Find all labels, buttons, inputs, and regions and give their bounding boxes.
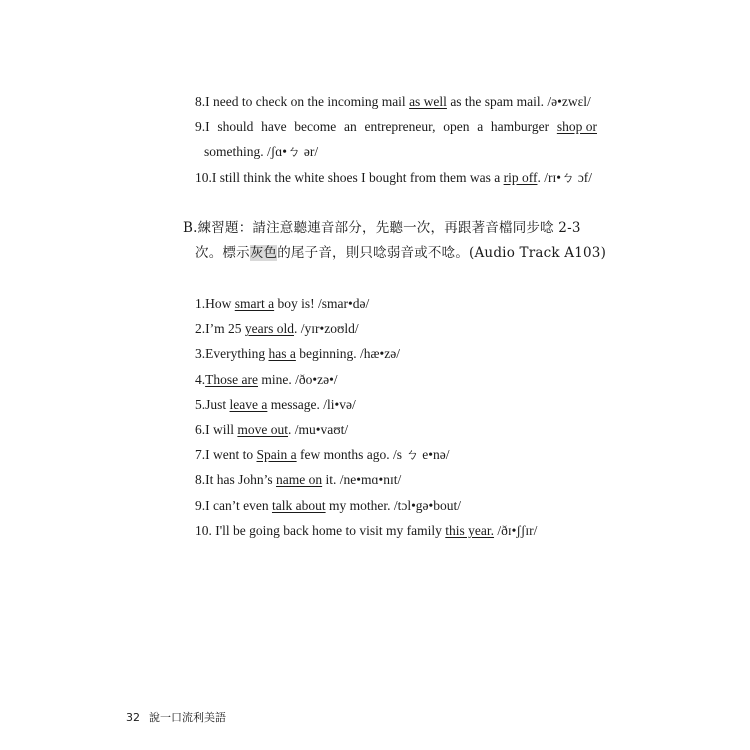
exercise-item-text: 4. bbox=[195, 372, 206, 387]
item-a8-phonetic: as the spam mail. /ə•zwɛl/ bbox=[446, 94, 591, 109]
exercise-item-text: 5.Just bbox=[195, 397, 230, 412]
exercise-item-phonetic: boy is! /smar•də/ bbox=[274, 296, 370, 311]
exercise-item-phonetic: few months ago. /s ㄅ e•nə/ bbox=[296, 447, 450, 462]
exercise-item-underlined: smart a bbox=[234, 296, 275, 311]
item-a9-word: have bbox=[261, 119, 287, 134]
exercise-item-text: 2.I’m 25 bbox=[195, 321, 245, 336]
exercise-item-3 bbox=[195, 345, 400, 363]
page-footer bbox=[126, 709, 226, 725]
exercise-item-text: 3.Everything bbox=[195, 346, 269, 361]
exercise-item-2 bbox=[195, 320, 359, 338]
exercise-item-8 bbox=[195, 471, 401, 489]
exercise-item-underlined: Those are bbox=[205, 372, 258, 387]
item-a9-word: hamburger bbox=[490, 119, 550, 134]
exercise-item-1 bbox=[195, 295, 369, 313]
item-a9-word: 9.I bbox=[195, 119, 210, 134]
exercise-item-text: 7.I went to bbox=[195, 447, 257, 462]
exercise-item-9 bbox=[195, 497, 461, 515]
exercise-item-7 bbox=[195, 446, 449, 464]
exercise-item-phonetic: . /yɪr•zoʊld/ bbox=[293, 321, 359, 336]
exercise-heading-text: 次。標示 bbox=[195, 245, 250, 261]
item-a9-word: a bbox=[477, 119, 484, 134]
exercise-item-text: 1.How bbox=[195, 296, 235, 311]
item-a9-word: an bbox=[343, 119, 357, 134]
item-a9-word: become bbox=[294, 119, 337, 134]
exercise-item-text: 10. I'll be going back home to visit my family bbox=[195, 523, 446, 538]
item-a10-underlined: rip off bbox=[503, 170, 538, 185]
exercise-item-underlined: years old bbox=[244, 321, 294, 336]
exercise-item-underlined: Spain a bbox=[256, 447, 297, 462]
exercise-item-underlined: name on bbox=[276, 472, 323, 487]
item-a9-word: open bbox=[443, 119, 470, 134]
exercise-item-phonetic: my mother. /tɔl•gə•bout/ bbox=[325, 498, 462, 513]
exercise-item-5 bbox=[195, 396, 356, 414]
item-a8-text: 8.I need to check on the incoming mail bbox=[195, 94, 410, 109]
exercise-item-phonetic: message. /li•və/ bbox=[267, 397, 356, 412]
exercise-item-underlined: this year. bbox=[445, 523, 495, 538]
exercise-item-underlined: leave a bbox=[229, 397, 268, 412]
exercise-item-underlined: has a bbox=[268, 346, 296, 361]
exercise-item-10 bbox=[195, 522, 537, 540]
item-a10-phonetic: . /rɪ•ㄅ ɔf/ bbox=[537, 170, 593, 185]
exercise-item-6 bbox=[195, 421, 348, 439]
item-a9-phonetic: something. /ʃɑ•ㄅ ər/ bbox=[204, 144, 319, 159]
exercise-item-text: 6.I will bbox=[195, 422, 238, 437]
page-number: 32 bbox=[126, 711, 140, 724]
highlight-sample: 灰色 bbox=[249, 245, 278, 261]
exercise-heading-note: 的尾子音，則只唸弱音或不唸。(Audio Track A103) bbox=[277, 245, 607, 261]
item-a9-word: entrepreneur, bbox=[364, 119, 436, 134]
exercise-item-phonetic: /ðɪ•ʃʃɪr/ bbox=[494, 523, 538, 538]
book-title: 說一口流利美語 bbox=[149, 711, 226, 724]
exercise-item-phonetic: mine. /ðo•zə•/ bbox=[257, 372, 338, 387]
exercise-heading-line1 bbox=[183, 218, 581, 238]
exercise-item-4 bbox=[195, 371, 338, 389]
exercise-item-phonetic: beginning. /hæ•zə/ bbox=[295, 346, 400, 361]
exercise-item-phonetic: it. /ne•mɑ•nɪt/ bbox=[322, 472, 402, 487]
exercise-heading-repeat-count: 2-3 bbox=[553, 220, 581, 236]
exercise-heading-text: B.練習題：請注意聽連音部分，先聽一次，再跟著音檔同步唸 bbox=[183, 220, 554, 236]
item-a9-word: should bbox=[217, 119, 254, 134]
exercise-item-underlined: move out bbox=[237, 422, 288, 437]
item-a10 bbox=[195, 169, 592, 187]
exercise-item-phonetic: . /mu•vaʊt/ bbox=[288, 422, 349, 437]
item-a9-line1 bbox=[195, 118, 597, 136]
item-a10-text: 10.I still think the white shoes I bought from them was a bbox=[195, 170, 504, 185]
exercise-heading-line2 bbox=[195, 243, 606, 263]
item-a9-underlined: shop or bbox=[556, 119, 597, 134]
exercise-item-text: 8.It has John’s bbox=[195, 472, 276, 487]
item-a8 bbox=[195, 93, 591, 111]
item-a8-underlined: as well bbox=[409, 94, 447, 109]
exercise-item-text: 9.I can’t even bbox=[195, 498, 272, 513]
item-a9-line2 bbox=[204, 143, 318, 161]
exercise-item-underlined: talk about bbox=[271, 498, 326, 513]
